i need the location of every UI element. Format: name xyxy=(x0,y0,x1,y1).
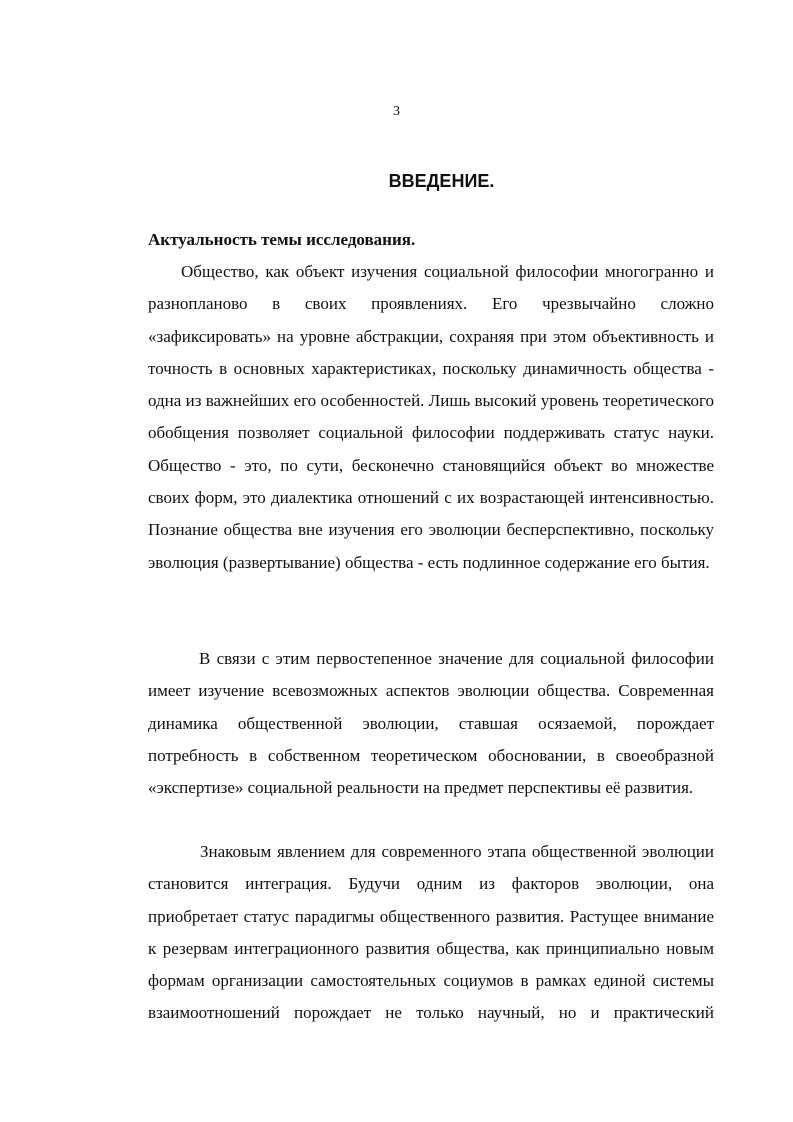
paragraph-2: В связи с этим первостепенное значение для социальной философии имеет изучение всевозможных аспектов эволюции общества. Современная динамика общественной эволюции, ставшая осязаемой, порождает потребность в собственном теоретическом обосновании, в своеобразной «экспертизе» социальной реальности на предмет перспективы её развития. xyxy=(148,649,714,798)
section-heading: ВВЕДЕНИЕ. xyxy=(388,171,495,191)
page-number: 3 xyxy=(393,104,400,119)
subsection-heading: Актуальность темы исследования. xyxy=(148,230,416,249)
paragraph-3: Знаковым явлением для современного этапа общественной эволюции становится интеграция. Будучи одним из факторов эволюции, она приобретает статус парадигмы общественного развития. Растущее внимание к резервам интеграционного развития общества, как принципиально новым формам организации самостоятельных социумов в рамках единой системы взаимоотношений порождает не только научный, но и практический xyxy=(148,842,714,1023)
paragraph-1: Общество, как объект изучения социальной философии многогранно и разнопланово в своих проявлениях. Его чрезвычайно сложно «зафиксировать» на уровне абстракции, сохраняя при этом объективность и точность в основных характеристиках, поскольку динамичность общества - одна из важнейших его особенностей. Лишь высокий уровень теоретического обобщения позволяет социальной философии поддерживать статус науки. Общество - это, по сути, бесконечно становящийся объект во множестве своих форм, это диалектика отношений с их возрастающей интенсивностью. Познание общества вне изучения его эволюции бесперспективно, поскольку эволюция (развертывание) общества - есть подлинное содержание его бытия. xyxy=(148,262,714,572)
